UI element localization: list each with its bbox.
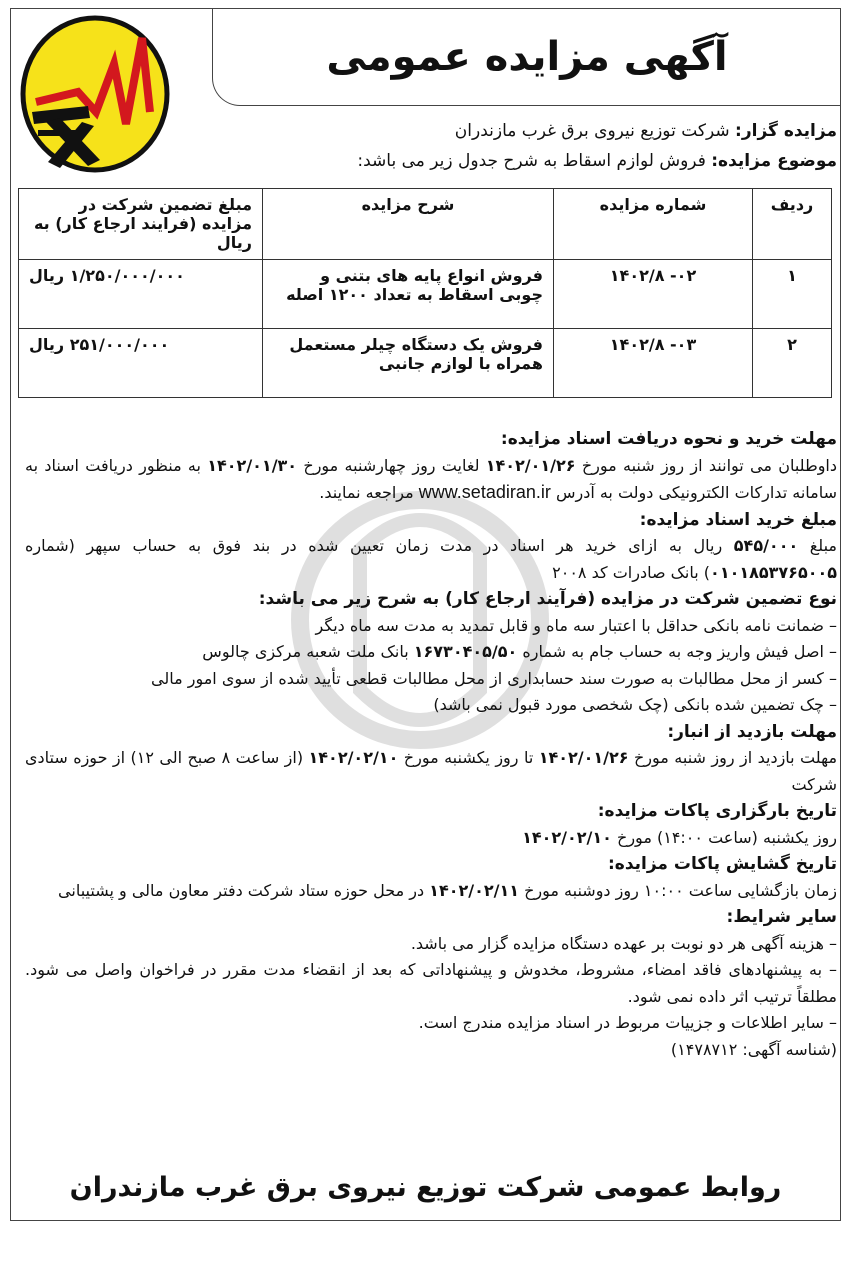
auctioneer-label: مزایده گزار:: [735, 121, 837, 141]
list-item: – سایر اطلاعات و جزییات مربوط در اسناد مزایده مندرج است.: [418, 1013, 837, 1032]
section-heading: نوع تضمین شرکت در مزایده (فرآیند ارجاع کار) به شرح زیر می باشد:: [258, 589, 837, 609]
table-row: [19, 329, 832, 398]
page-title: آگهی مزایده عمومی: [212, 8, 841, 106]
list-item: – به پیشنهادهای فاقد امضاء، مشروط، مخدوش و پیشنهاداتی که بعد از انقضاء مدت مقرر در فراخوان واصل می شود. مطلقاً ترتیب اثر داده نمی شود.: [25, 960, 837, 1006]
subject-label: موضوع مزایده:: [711, 151, 837, 171]
ad-id: (شناسه آگهی: ۱۴۷۸۷۱۲): [670, 1039, 837, 1059]
section-heading: تاریخ بارگزاری پاکات مزایده:: [597, 801, 837, 821]
section-heading: تاریخ گشایش پاکات مزایده:: [607, 854, 837, 874]
auction-table: [18, 188, 832, 398]
section-heading: مهلت بازدید از انبار:: [667, 721, 837, 742]
section-text: داوطلبان می توانند از روز شنبه مورخ ۱۴۰۲/۰۱/۲۶ لغایت روز چهارشنبه مورخ ۱۴۰۲/۰۱/۳۰ به منظور دریافت اسناد به سامانه تدارکات الکترونیکی دولت به آدرس www.setadiran.ir مراجعه نمایند.: [25, 455, 837, 502]
list-item: – ضمانت نامه بانکی حداقل با اعتبار سه ماه و قابل تمدید به مدت سه ماه دیگر: [315, 615, 837, 635]
section-heading: مهلت خرید و نحوه دریافت اسناد مزایده:: [500, 429, 837, 449]
col-header-number: شماره مزایده: [554, 189, 753, 260]
col-header-guarantee: مبلغ تضمین شرکت در مزایده (فرایند ارجاع کار) به ریال: [19, 189, 263, 260]
table-header-row: [19, 189, 832, 260]
row-number: ۰۲- ۱۴۰۲/۸: [554, 260, 753, 329]
section-heading: سایر شرایط:: [726, 907, 837, 927]
subject-value: فروش لوازم اسقاط به شرح جدول زیر می باشد:: [357, 151, 706, 171]
list-item: – هزینه آگهی هر دو نوبت بر عهده دستگاه مزایده گزار می باشد.: [410, 933, 837, 953]
list-item: – اصل فیش واریز وجه به حساب جام به شماره ۱۶۷۳۰۴۰۵/۵۰ بانک ملت شعبه مرکزی چالوس: [202, 642, 837, 661]
section-text: مبلغ ۵۴۵/۰۰۰ ریال به ازای خرید هر اسناد در مدت زمان تعیین شده در بند فوق به حساب سپهر (شماره ۰۱۰۱۸۵۳۷۶۵۰۰۵) بانک صادرات کد ۲۰۰۸: [25, 536, 837, 582]
row-number: ۰۳- ۱۴۰۲/۸: [554, 329, 753, 398]
section-text: مهلت بازدید از روز شنبه مورخ ۱۴۰۲/۰۱/۲۶ تا روز یکشنبه مورخ ۱۴۰۲/۰۲/۱۰ (از ساعت ۸ صبح الی ۱۲) از حوزه ستادی شرکت: [25, 748, 838, 794]
row-amount: ۲۵۱/۰۰۰/۰۰۰ ریال: [19, 329, 263, 398]
row-index: ۲: [753, 329, 832, 398]
electric-company-logo: [18, 14, 173, 174]
row-description: فروش انواع پایه های بتنی و چوبی اسقاط به تعداد ۱۲۰۰ اصله: [263, 260, 554, 329]
row-amount: ۱/۲۵۰/۰۰۰/۰۰۰ ریال: [19, 260, 263, 329]
col-header-index: ردیف: [753, 189, 832, 260]
footer-signature: روابط عمومی شرکت توزیع نیروی برق غرب مازندران: [69, 1172, 782, 1203]
row-description: فروش یک دستگاه چیلر مستعمل همراه با لوازم جانبی: [263, 329, 554, 398]
setadiran-link[interactable]: www.setadiran.ir: [418, 482, 551, 502]
list-item: – کسر از محل مطالبات به صورت سند حسابداری از محل مطالبات قطعی تأیید شده از سوی امور مالی: [150, 668, 837, 688]
list-item: – چک تضمین شده بانکی (چک شخصی مورد قبول نمی باشد): [433, 695, 837, 714]
section-text: روز یکشنبه (ساعت ۱۴:۰۰) مورخ ۱۴۰۲/۰۲/۱۰: [522, 827, 837, 847]
section-heading: مبلغ خرید اسناد مزایده:: [639, 509, 837, 530]
auctioneer-value: شرکت توزیع نیروی برق غرب مازندران: [454, 121, 730, 141]
ad-body: [25, 426, 837, 1063]
table-row: [19, 260, 832, 329]
section-text: زمان بازگشایی ساعت ۱۰:۰۰ روز دوشنبه مورخ ۱۴۰۲/۰۲/۱۱ در محل حوزه ستاد شرکت دفتر معاون مالی و پشتیبانی: [58, 880, 837, 900]
auction-meta: [197, 116, 837, 176]
col-header-description: شرح مزایده: [263, 189, 554, 260]
row-index: ۱: [753, 260, 832, 329]
